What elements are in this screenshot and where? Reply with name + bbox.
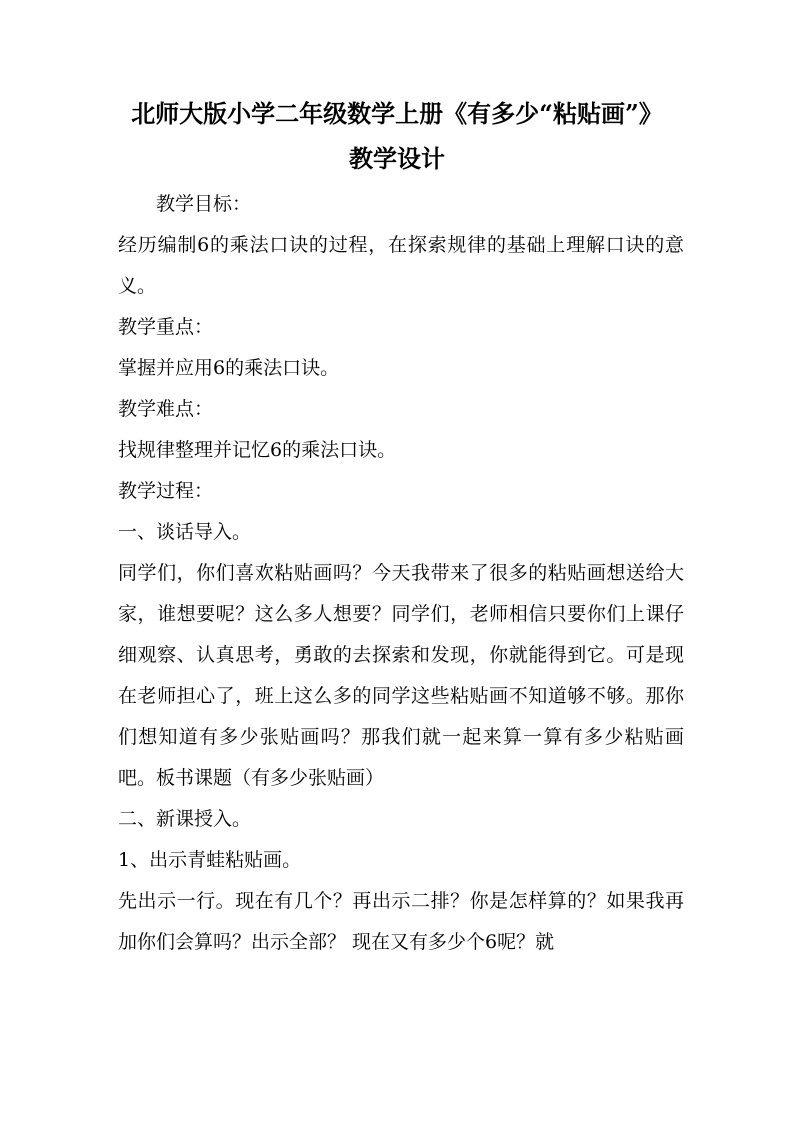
document-body xyxy=(118,184,684,963)
paragraph-intro: 同学们，你们喜欢粘贴画吗？今天我带来了很多的粘贴画想送给大家，谁想要呢？这么多人想要？同学们，老师相信只要你们上课仔细观察、认真思考，勇敢的去探索和发现，你就能得到它。可是现在老师担心了，班上这么多的同学这些粘贴画不知道够不够。那你们想知道有多少张贴画吗？那我们就一起来算一算有多少粘贴画吧。板书课题（有多少张贴画） xyxy=(118,562,684,789)
section-heading-intro: 一、谈话导入。 xyxy=(118,521,252,543)
heading-key-points: 教学重点： xyxy=(118,316,214,338)
paragraph-teaching-goals: 经历编制6的乘法口诀的过程，在探索规律的基础上理解口诀的意义。 xyxy=(118,234,684,297)
heading-teaching-goals: 教学目标： xyxy=(156,193,252,215)
section-heading-new-lesson: 二、新课授入。 xyxy=(118,808,252,830)
subheading-frog-stickers: 1、出示青蛙粘贴画。 xyxy=(118,849,302,871)
heading-difficulties: 教学难点： xyxy=(118,398,214,420)
document-title-line-2: 教学设计 xyxy=(349,144,445,173)
heading-process: 教学过程： xyxy=(118,480,214,502)
paragraph-key-points: 掌握并应用6的乘法口诀。 xyxy=(118,357,340,379)
document-title-line-1: 北师大版小学二年级数学上册《有多少“粘贴画”》 xyxy=(131,99,663,128)
paragraph-difficulties: 找规律整理并记忆6的乘法口诀。 xyxy=(118,439,397,461)
paragraph-frog-stickers: 先出示一行。现在有几个？再出示二排？你是怎样算的？如果我再加你们会算吗？出示全部？ 现在又有多少个6呢？就 xyxy=(118,890,684,953)
